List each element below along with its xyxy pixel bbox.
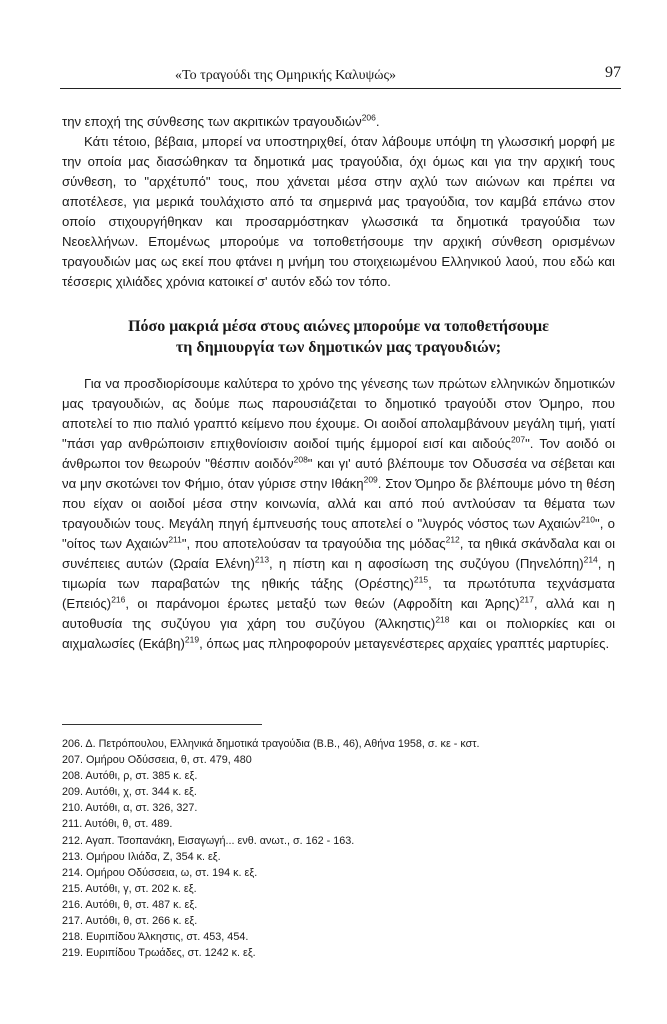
footnote-reference: 215 [413,574,429,585]
footnote-reference: 217 [519,594,534,605]
footnote-reference: 209 [363,474,378,485]
footnotes-list [62,736,615,961]
section-heading [62,316,615,358]
page-number: 97 [605,64,621,81]
footnote-item: 215. Αυτόθι, γ, στ. 202 κ. εξ. [62,882,197,895]
paragraph: Για να προσδιορίσουμε καλύτερα το χρόνο της γένεσης των πρώτων ελληνικών δημοτικών μας τραγουδιών, ας δούμε πως παρουσιάζεται το δημοτικό τραγούδι στον Όμηρο, που αποτελεί το πιο παλιό γραπτό κείμενο που έχουμε. Οι αοιδοί απολαμβάνουν μεγάλη τιμή, γιατί "πάσι γαρ ανθρώποισιν επιχθονίοισιν αοιδοί τιμής έμμοροί εισί και αιδούς$^{207}$". Τον αοιδό οι άνθρωποι τον θεωρούν "θέσπιν αοιδόν$^{208}$" και γι' αυτό βλέπουμε τον Οδυσσέα να σέβεται και να μην σκοτώνει τον Φήμιο, όταν γύρισε στην Ιθάκη$^{209}$. Στον Όμηρο δε βλέπουμε μόνο τη θέση που είχαν οι αοιδοί μέσα στην κοινωνία, αλλά και από πού αντλούσαν τα θέματα των τραγουδιών τους. Μεγάλη πηγή έμπνευσής τους αποτελεί ο "λυγρός νόστος των Αχαιών$^{210}$", ο "οίτος των Αχαιών$^{211}$", που αποτελούσαν τα τραγούδια της μόδας$^{212}$, τα ηθικά σκάνδαλα και οι συνέπειες αυτών (Ωραία Ελένη)$^{213}$, η πίστη και η αφοσίωση της συζύγου $(\Pi\eta\nu\varepsilon\lambda ό\pi\eta)^{214}$, η τιμωρία των παραβατών της ηθικής τάξης $(O\rho έ\sigma\tau\eta\varsigma)^{215}$, τα πρωτότυπα τεχνάσματα $(E\pi\varepsilon\iota ό\varsigma)^{216}$, οι παράνομοι έρωτες μεταξύ των θεών (Αφροδίτη και Άρης)$^{217}$, αλλά και η αυτοθυσία της συζύγου για χάρη του συζύγου $(Ά\lambda\kappa\eta\sigma\tau\iota\varsigma)^{218}$ και οι πολιορκίες και οι αιχμαλωσίες $(E\kappa ά\beta\eta)^{219}$, όπως μας πληροφορούν μεταγενέστερες αρχαίες γραπτές μαρτυρίες. [62,376,616,651]
footnote-separator [62,724,262,725]
running-title: «Το τραγούδι της Ομηρικής Καλυψώς» [175,68,397,83]
footnote-reference: 218 [435,614,450,625]
footnote-item: 218. Ευριπίδου Άλκηστις, στ. 453, 454. [62,931,249,944]
header-rule [60,88,621,89]
footnote-item: 217. Αυτόθι, θ, στ. 266 κ. εξ. [62,915,198,928]
footnote-reference: 214 [583,554,598,565]
footnote-item: 213. Ομήρου Ιλιάδα, Ζ, 354 κ. εξ. [62,850,221,863]
footnote-reference: 212 [445,534,460,545]
running-header [60,64,621,88]
footnote-reference: 206 [361,112,376,123]
footnote-item: 206. Δ. Πετρόπουλου, Ελληνικά δημοτικά τραγούδια (Β.Β., 46), Αθήνα 1958, σ. κε - κστ. [62,738,480,750]
footnote-item: 219. Ευριπίδου Τρωάδες, στ. 1242 κ. εξ. [62,947,256,960]
footnote-item: 214. Ομήρου Οδύσσεια, ω, στ. 194 κ. εξ. [62,866,258,879]
paragraph: Κάτι τέτοιο, βέβαια, μπορεί να υποστηριχθεί, όταν λάβουμε υπόψη τη γλωσσική μορφή με την οποία μας διασώθηκαν τα δημοτικά μας τραγούδια, όχι όμως και για την αρχική τους σύνθεση, το "αρχέτυπό" τους, που χάνεται μέσα στην αχλύ των αιώνων και πρέπει να αποτέλεσε, για μερικά τουλάχιστο από τα σημερινά μας τραγούδια, τον καμβά επάνω στον οποίο στιχουργήθηκαν και προσαρμόστηκαν γλωσσικά τα δημοτικά τραγούδια των Νεοελλήνων. Επομένως μπορούμε να τοποθετήσουμε την αρχική σύνθεση ορισμένων τραγουδιών μας ως εκεί που φτάνει η μνήμη του στοιχειωμένου Ελληνικού λαού, που εδώ και τέσσερις χιλιάδες χρόνια κατοικεί σ' αυτόν εδώ τον τόπο. [62,134,615,289]
footnote-item: 210. Αυτόθι, α, στ. 326, 327. [62,802,198,815]
section-heading-line-2: τη δημιουργία των δημοτικών μας τραγουδιών; [175,339,502,356]
footnote-reference: 219 [184,634,200,645]
footnote-item: 216. Αυτόθι, θ, στ. 487 κ. εξ. [62,898,198,911]
footnote-item: 208. Αυτόθι, ρ, στ. 385 κ. εξ. [62,770,198,783]
section-heading-line-1: Πόσο μακριά μέσα στους αιώνες μπορούμε να τοποθετήσουμε [128,318,549,335]
footnote-reference: 216 [111,594,126,605]
footnote-reference: 207 [510,434,526,445]
paragraphs-before-heading [62,112,615,292]
footnote-reference: 208 [293,454,308,465]
paragraphs-after-heading [62,374,615,654]
footnote-reference: 210 [580,514,596,525]
footnote-reference: 213 [254,554,270,565]
footnote-item: 207. Ομήρου Οδύσσεια, θ, στ. 479, 480 [62,754,252,767]
footnote-item: 211. Αυτόθι, θ, στ. 489. [62,818,173,831]
footnote-item: 209. Αυτόθι, χ, στ. 344 κ. εξ. [62,786,197,799]
body-text [62,112,615,654]
footnote-reference: 211 [168,534,182,545]
paragraph: την εποχή της σύνθεσης των ακριτικών τραγουδιών$^{206}$. [62,112,380,129]
footnote-item: 212. Αγαπ. Τσοπανάκη, Εισαγωγή... ενθ. ανωτ., σ. 162 - 163. [62,834,355,847]
